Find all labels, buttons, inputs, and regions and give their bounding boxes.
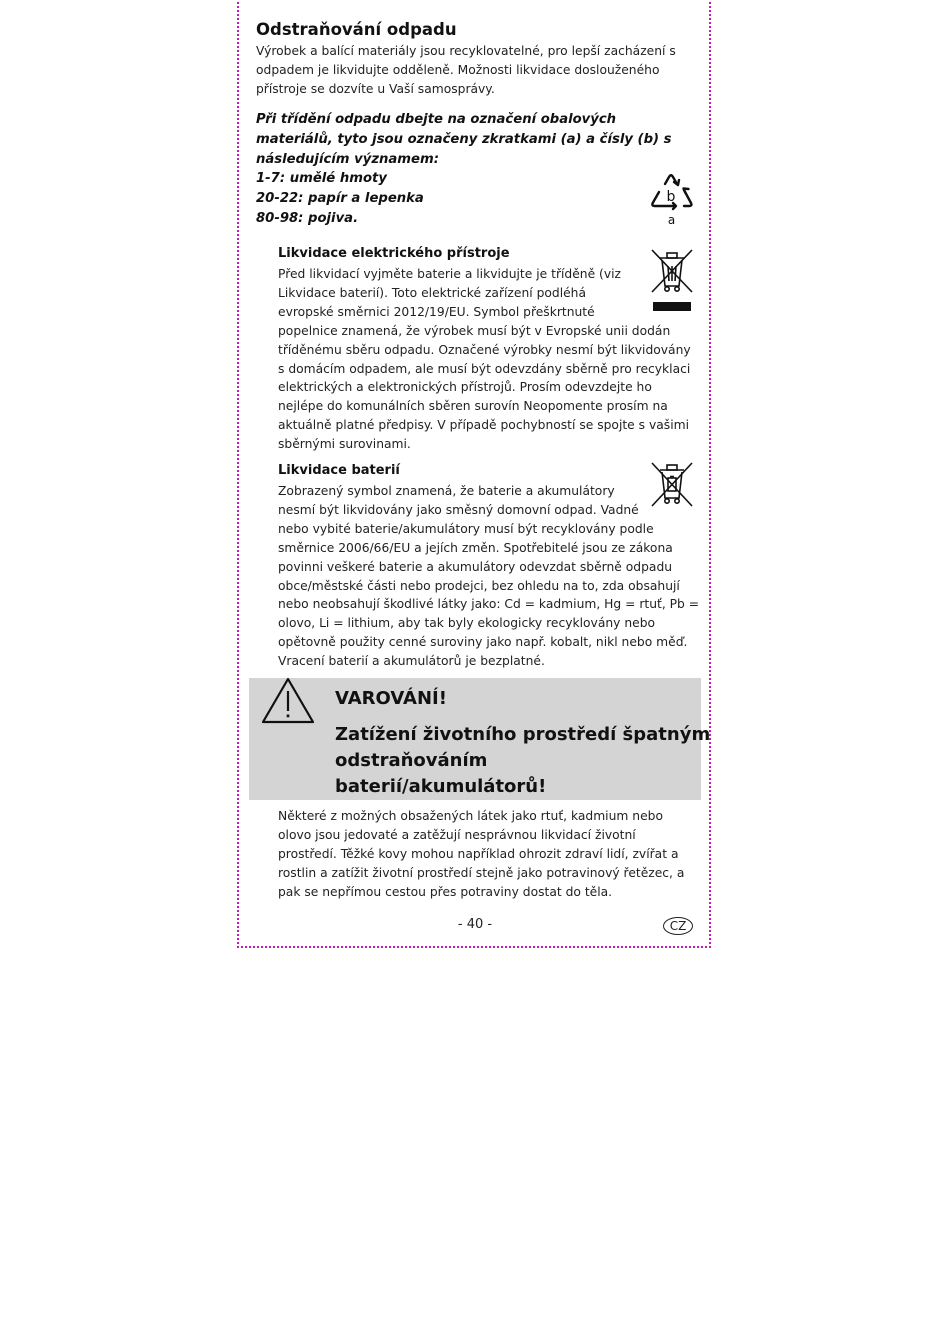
- text-line: 80-98: pojiva.: [256, 210, 359, 226]
- sorting-instructions: [256, 110, 696, 229]
- text-line: 1-7: umělé hmoty: [256, 171, 387, 187]
- text-line: evropské směrnici 2012/19/EU. Symbol přeškrtnuté: [278, 304, 595, 319]
- text-line: 20-22: papír a lepenka: [256, 191, 424, 207]
- page-number: - 40 -: [457, 917, 493, 932]
- warning-triangle-icon: [260, 676, 316, 726]
- recycle-label-a: a: [667, 213, 676, 227]
- text-line: přístroje se dozvíte u Vaší samosprávy.: [256, 81, 495, 96]
- text-line: Vracení baterií a akumulátorů je bezplatné.: [278, 654, 545, 669]
- electrical-disposal-text: [278, 265, 698, 454]
- text-line: Výrobek a balící materiály jsou recyklovatelné, pro lepší zacházení s: [256, 44, 676, 58]
- text-line: nebo neobsahují škodlivé látky jako: Cd = kadmium, Hg = rtuť, Pb =: [278, 597, 700, 612]
- text-line: olovo, Li = lithium, aby tak byly ekologicky recyklovány nebo: [278, 616, 656, 631]
- text-line: Před likvidací vyjměte baterie a likvidujte je tříděně (viz: [278, 267, 621, 281]
- text-line: povinni veškeré baterie a akumulátory odevzdat sběrně odpadu: [278, 559, 673, 574]
- text-line: směrnice 2006/66/EU a jejích změn. Spotřebitelé jsou ze zákona: [278, 540, 673, 555]
- text-line: rostlin a zatížit životní prostředí stejně jako potravinový řetězec, a: [278, 865, 685, 880]
- text-line: popelnice znamená, že výrobek musí být v Evropské unii dodán: [278, 323, 671, 338]
- text-line: odpadem je likvidujte odděleně. Možnosti likvidace doslouženého: [256, 62, 660, 77]
- text-line: aktuálně platné předpisy. V případě pochybností se spojte s vašimi: [278, 418, 690, 433]
- text-line: nesmí být likvidovány jako směsný domovní odpad. Vadné: [278, 502, 639, 517]
- text-line: odstraňováním: [335, 750, 488, 771]
- warning-title: VAROVÁNÍ!: [335, 688, 447, 709]
- intro-paragraph: [256, 42, 696, 99]
- text-line: s domácím odpadem, ale musí být odevzdány sběrně pro recyklaci: [278, 361, 691, 376]
- text-line: baterií/akumulátorů!: [335, 776, 547, 797]
- recycle-icon: [644, 168, 698, 230]
- text-line: materiálů, tyto jsou označeny zkratkami (a) a čísly (b) s: [256, 131, 672, 147]
- country-badge: CZ: [663, 917, 693, 935]
- battery-disposal-title: Likvidace baterií: [278, 463, 400, 478]
- warning-explanation: [278, 807, 698, 902]
- text-line: Zatížení životního prostředí špatným: [335, 724, 711, 745]
- warning-message: [335, 722, 711, 800]
- text-line: nebo vybité baterie/akumulátory musí být recyklovány podle: [278, 521, 654, 536]
- text-line: sběrnými surovinami.: [278, 437, 411, 452]
- text-line: obce/městské části nebo prodejci, bez ohledu na to, zda obsahují: [278, 578, 680, 593]
- text-line: Zobrazený symbol znamená, že baterie a akumulátory: [278, 484, 615, 498]
- electrical-disposal-title: Likvidace elektrického přístroje: [278, 246, 510, 261]
- section-heading: Odstraňování odpadu: [256, 20, 457, 39]
- text-line: tříděnému sběru odpadu. Označené výrobky nesmí být likvidovány: [278, 342, 691, 357]
- text-line: olovo jsou jedovaté a zatěžují nesprávnou likvidací životní: [278, 827, 636, 842]
- battery-disposal-text: [278, 482, 698, 671]
- text-line: Likvidace baterií). Toto elektrické zařízení podléhá: [278, 285, 587, 300]
- text-line: prostředí. Těžké kovy mohou například ohrozit zdraví lidí, zvířat a: [278, 846, 679, 861]
- text-line: následujícím významem:: [256, 151, 439, 167]
- text-line: Některé z možných obsažených látek jako rtuť, kadmium nebo: [278, 809, 663, 823]
- text-line: nejlépe do komunálních sběren surovín Neopomente prosím na: [278, 399, 668, 414]
- text-line: opětovně použity cenné suroviny jako např. kobalt, nikl nebo měď.: [278, 635, 688, 650]
- text-line: Při třídění odpadu dbejte na označení obalových: [256, 112, 617, 127]
- recycle-label-b: b: [666, 189, 676, 205]
- text-line: elektrických a elektronických přístrojů. Prosím odevzdejte ho: [278, 380, 652, 395]
- text-line: pak se nepřímou cestou přes potraviny dostat do těla.: [278, 884, 613, 899]
